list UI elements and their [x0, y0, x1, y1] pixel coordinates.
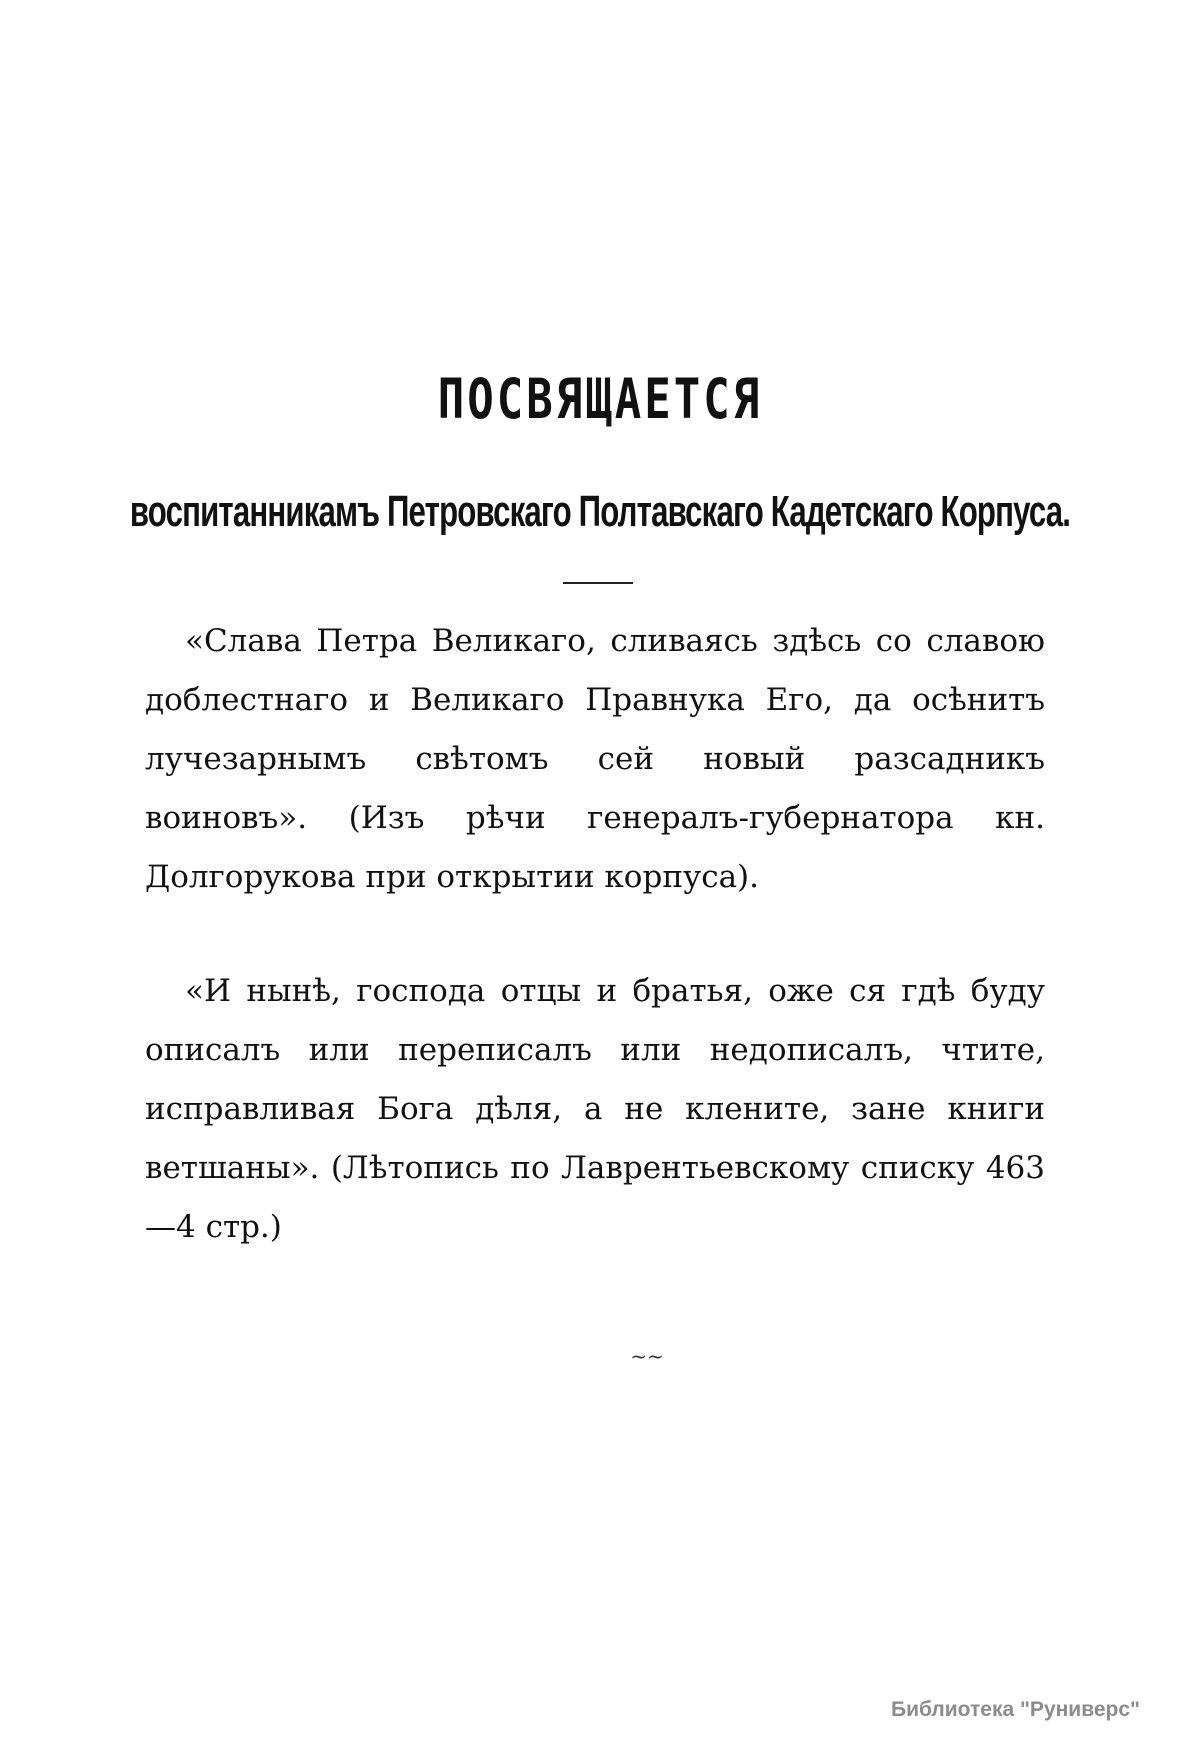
quote-paragraph-1: [145, 612, 1045, 907]
dedication-subheading: воспитанникамъ Петровскаго Полтавскаго Кадетскаго Корпуса.: [129, 488, 1071, 537]
quote-text-1: «Слава Петра Великаго, сливаясь здѣсь со славою доблестнаго и Великаго Правнука Его, да осѣнитъ лучезарнымъ свѣтомъ сей новый разсадникъ воиновъ». (Изъ рѣчи генералъ-губернатора кн. Долгорукова при открытии корпуса).: [145, 623, 1045, 895]
tilde-ornament: ~~: [630, 1344, 664, 1368]
library-watermark: Библиотека "Руниверс": [890, 1698, 1140, 1721]
dedication-heading: ПОСВЯЩАЕТСЯ: [437, 368, 763, 432]
quote-paragraph-2: [145, 962, 1045, 1257]
short-divider-line: [563, 582, 633, 584]
quote-text-2: «И нынѣ, господа отцы и братья, оже ся гдѣ буду описалъ или переписалъ или недописалъ, чтите, исправливая Бога дѣля, а не клените, зане книги ветшаны». (Лѣтопись по Лаврентьевскому списку 463—4 стр.): [145, 973, 1045, 1245]
